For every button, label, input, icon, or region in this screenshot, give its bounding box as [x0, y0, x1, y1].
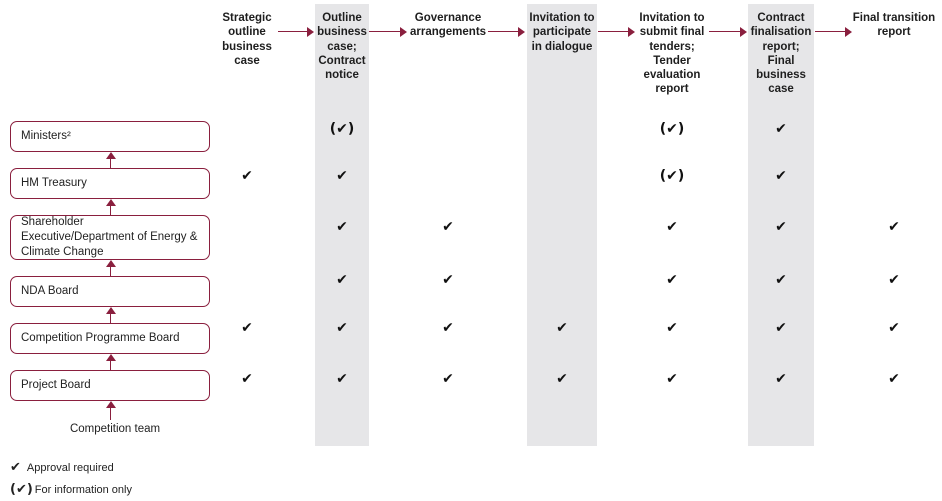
- upward-arrow: [106, 152, 116, 168]
- mark-project-board-stage-2: ✔: [336, 371, 348, 387]
- mark-nda-board-stage-6: ✔: [775, 272, 787, 288]
- stage-flow-arrow: [815, 27, 852, 37]
- stage-label: Invitation to participate in dialogue: [529, 12, 595, 53]
- mark-hm-treasury-stage-6: ✔: [775, 168, 787, 184]
- mark-cpb-stage-4: ✔: [556, 320, 568, 336]
- stage-flow-arrow: [598, 27, 635, 37]
- stage-label: Invitation to submit final tenders; Tender evaluation report: [639, 12, 705, 96]
- mark-nda-board-stage-3: ✔: [442, 272, 454, 288]
- mark-nda-board-stage-7: ✔: [888, 272, 900, 288]
- legend-for-information: [10, 482, 132, 497]
- mark-project-board-stage-3: ✔: [442, 371, 454, 387]
- mark-cpb-stage-7: ✔: [888, 320, 900, 336]
- mark-cpb-stage-2: ✔: [336, 320, 348, 336]
- mark-project-board-stage-7: ✔: [888, 371, 900, 387]
- mark-project-board-stage-4: ✔: [556, 371, 568, 387]
- mark-cpb-stage-5: ✔: [666, 320, 678, 336]
- approval-check-icon: ✔: [10, 460, 21, 475]
- body-shareholder-executive: Shareholder Executive/Department of Energy & Climate Change: [10, 215, 210, 260]
- stage-flow-arrow: [709, 27, 747, 37]
- stage-label: Strategic outline business case: [222, 12, 272, 67]
- upward-arrow: [106, 199, 116, 215]
- upward-arrow: [106, 354, 116, 370]
- legend-approval-text: Approval required: [26, 462, 114, 474]
- mark-shareholder-stage-3: ✔: [442, 219, 454, 235]
- stage-label: Governance arrangements: [410, 12, 487, 39]
- mark-project-board-stage-5: ✔: [666, 371, 678, 387]
- upward-arrow: [106, 260, 116, 276]
- mark-ministers-stage-2: (✔): [329, 121, 355, 137]
- information-check-icon: (✔): [10, 482, 33, 497]
- body-project-board: Project Board: [10, 370, 210, 401]
- body-nda-board: NDA Board: [10, 276, 210, 307]
- mark-cpb-stage-3: ✔: [442, 320, 454, 336]
- mark-hm-treasury-stage-5: (✔): [659, 168, 685, 184]
- mark-shareholder-stage-5: ✔: [666, 219, 678, 235]
- body-competition-programme-board: Competition Programme Board: [10, 323, 210, 354]
- upward-arrow: [106, 401, 116, 420]
- legend-approval-required: [10, 460, 114, 475]
- mark-project-board-stage-6: ✔: [775, 371, 787, 387]
- upward-arrow: [106, 307, 116, 323]
- stage-label: Contract finalisation report; Final business case: [750, 12, 812, 96]
- stage-flow-arrow: [278, 27, 314, 37]
- mark-shareholder-stage-7: ✔: [888, 219, 900, 235]
- stage-label: Outline business case; Contract notice: [317, 12, 367, 82]
- stage-label: Final transition report: [852, 12, 936, 39]
- mark-shareholder-stage-2: ✔: [336, 219, 348, 235]
- mark-project-board-stage-1: ✔: [241, 371, 253, 387]
- legend-information-text: For information only: [34, 484, 132, 496]
- mark-ministers-stage-6: ✔: [775, 121, 787, 137]
- mark-nda-board-stage-5: ✔: [666, 272, 678, 288]
- stage-flow-arrow: [488, 27, 525, 37]
- body-hm-treasury: HM Treasury: [10, 168, 210, 199]
- mark-cpb-stage-1: ✔: [241, 320, 253, 336]
- mark-shareholder-stage-6: ✔: [775, 219, 787, 235]
- mark-hm-treasury-stage-1: ✔: [241, 168, 253, 184]
- body-ministers: Ministers²: [10, 121, 210, 152]
- competition-team-label: Competition team: [69, 423, 161, 435]
- mark-hm-treasury-stage-2: ✔: [336, 168, 348, 184]
- stage-flow-arrow: [369, 27, 407, 37]
- mark-nda-board-stage-2: ✔: [336, 272, 348, 288]
- mark-ministers-stage-5: (✔): [659, 121, 685, 137]
- mark-cpb-stage-6: ✔: [775, 320, 787, 336]
